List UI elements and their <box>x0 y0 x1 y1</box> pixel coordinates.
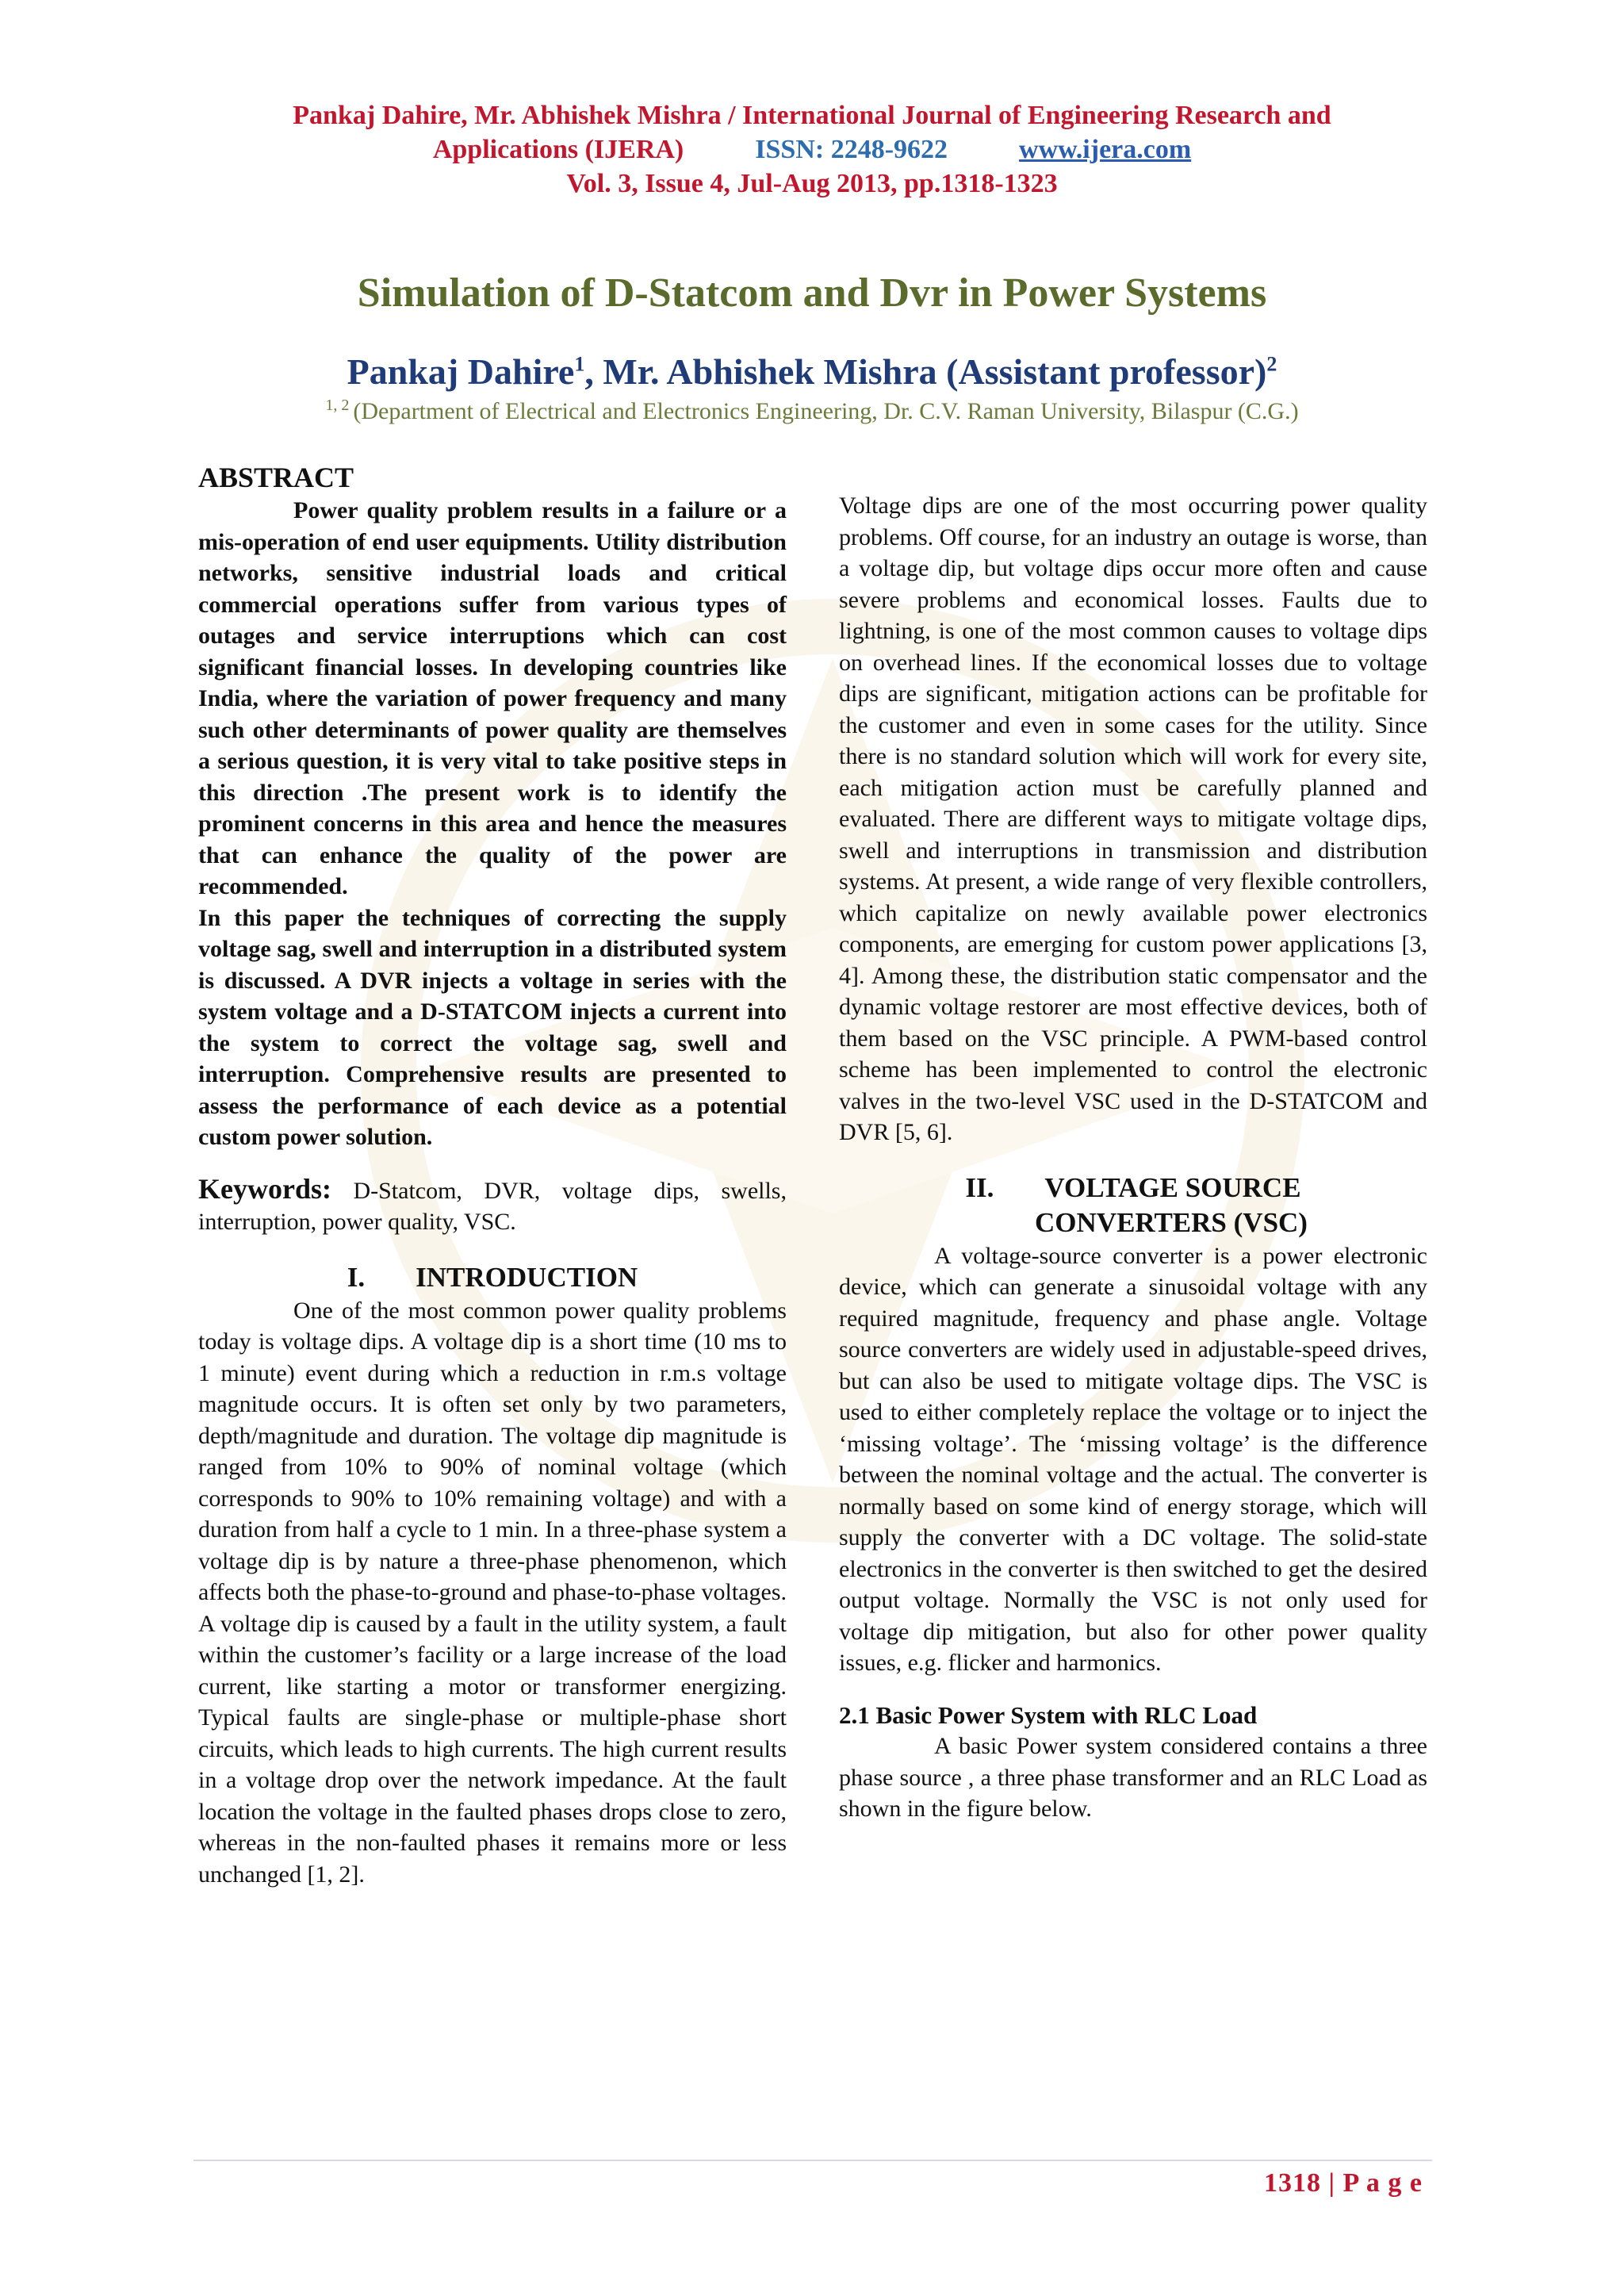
intro-paragraph-1: One of the most common power quality problems today is voltage dips. A voltage dip is a short time (10 ms to 1 minute) event during which a reduction in r.m.s voltage magnitude occurs. It is often set only by two parameters, depth/magnitude and duration. The voltage dip magnitude is ranged from 10% to 90% of nominal voltage (which corresponds to 90% to 10% remaining voltage) and with a duration from half a cycle to 1 min. In a three-phase system a voltage dip is by nature a three-phase phenomenon, which affects both the phase-to-ground and phase-to-phase voltages. A voltage dip is caused by a fault in the utility system, a fault within the customer’s facility or a large increase of the load current, like starting a motor or transformer energizing. Typical faults are single-phase or multiple-phase short circuits, which leads to high currents. The high current results in a voltage drop over the network impedance. At the fault location the voltage in the faulted phases drops close to zero, whereas in the non-faulted phases it remains more or less unchanged [1, 2]. <box>198 1297 787 1888</box>
section-heading-vsc <box>839 1171 1427 1240</box>
footer-divider <box>193 2160 1432 2161</box>
keywords-text: D-Statcom, DVR, voltage dips, swells, interruption, power quality, VSC. <box>198 1177 787 1235</box>
journal-website-link[interactable]: www.ijera.com <box>1019 135 1192 164</box>
abstract-heading: ABSTRACT <box>198 462 354 493</box>
left-column <box>198 460 787 1890</box>
author-1: Pankaj Dahire <box>347 351 575 392</box>
section-title: INTRODUCTION <box>416 1261 638 1293</box>
paper-title: Simulation of D-Statcom and Dvr in Power Systems <box>357 270 1267 316</box>
right-column <box>839 490 1427 1825</box>
abstract-paragraph-2: In this paper the techniques of correcting the supply voltage sag, swell and interruption in a distributed system is discussed. A DVR injects a voltage in series with the system voltage and a D-STATCOM injects a current into the system to correct the voltage sag, swell and interruption. Comprehensive results are presented to assess the performance of each device as a potential custom power solution. <box>198 904 787 1150</box>
journal-short-name: Applications (IJERA) <box>432 135 684 164</box>
keywords <box>198 1174 787 1238</box>
section-number: I. <box>347 1261 366 1293</box>
keywords-label: Keywords: <box>198 1172 331 1205</box>
section-title-line-2: CONVERTERS (VSC) <box>1035 1206 1308 1238</box>
volume-info: Vol. 3, Issue 4, Jul-Aug 2013, pp.1318-1323 <box>566 169 1058 198</box>
author-separator: , <box>584 351 603 392</box>
intro-paragraph-2: Voltage dips are one of the most occurring power quality problems. Off course, for an industry an outage is worse, than a voltage dip, but voltage dips occur more often and cause severe problems and economical losses. Faults due to lightning, is one of the most common causes to voltage dips on overhead lines. If the economical losses due to voltage dips are significant, mitigation actions can be profitable for the customer and even in some cases for the utility. Since there is no standard solution which will work for every site, each mitigation action must be carefully planned and evaluated. There are different ways to mitigate voltage dips, swell and interruptions in transmission and distribution systems. At present, a wide range of very flexible controllers, which capitalize on newly available power electronics components, are emerging for custom power applications [3, 4]. Among these, the distribution static compensator and the dynamic voltage restorer are most effective devices, both of them based on the VSC principle. A PWM-based control scheme has been implemented to control the electronic valves in the two-level VSC used in the D-STATCOM and DVR [5, 6]. <box>839 493 1427 1145</box>
author-line <box>0 351 1624 393</box>
author-2: Mr. Abhishek Mishra (Assistant professor) <box>603 351 1267 392</box>
author-1-sup: 1 <box>574 352 585 376</box>
vsc-paragraph: A voltage-source converter is a power electronic device, which can generate a sinusoidal voltage with any required magnitude, frequency and phase angle. Voltage source converters are widely used in adjustable-speed drives, but can also be used to mitigate voltage dips. The VSC is used to either completely replace the voltage or to inject the ‘missing voltage’. The ‘missing voltage’ is the difference between the nominal voltage and the actual. The converter is normally based on some kind of energy storage, which will supply the converter with a DC voltage. The solid-state electronics in the converter is then switched to get the desired output voltage. Normally the VSC is not only used for voltage dip mitigation, but also for other power quality issues, e.g. flicker and harmonics. <box>839 1242 1427 1676</box>
abstract-paragraph-1: Power quality problem results in a failure or a mis-operation of end user equipments. Utility distribution networks, sensitive industrial loads and critical commercial operations suffer from various types of outages and service interruptions which can cost significant financial losses. In developing countries like India, where the variation of power frequency and many such other determinants of power quality are themselves a serious question, it is very vital to take positive steps in this direction .The present work is to identify the prominent concerns in this area and hence the measures that can enhance the quality of the power are recommended. <box>198 497 787 899</box>
journal-header <box>0 98 1624 201</box>
basic-system-paragraph: A basic Power system considered contains a three phase source , a three phase transformer and an RLC Load as shown in the figure below. <box>839 1733 1427 1822</box>
page-number: 1318 | P a g e <box>1264 2168 1423 2198</box>
affiliation-sup: 1, 2 <box>325 397 354 414</box>
affiliation <box>0 397 1624 425</box>
section-heading-introduction <box>198 1260 787 1295</box>
section-number: II. <box>965 1171 994 1203</box>
author-2-sup: 2 <box>1266 352 1277 376</box>
section-title-line-1: VOLTAGE SOURCE <box>1044 1171 1301 1203</box>
header-line-1: Pankaj Dahire, Mr. Abhishek Mishra / International Journal of Engineering Research and <box>293 101 1331 130</box>
subsection-heading: 2.1 Basic Power System with RLC Load <box>839 1700 1258 1729</box>
issn: ISSN: 2248-9622 <box>755 135 948 164</box>
affiliation-text: (Department of Electrical and Electronics Engineering, Dr. C.V. Raman University, Bilaspur (C.G.) <box>353 398 1299 424</box>
